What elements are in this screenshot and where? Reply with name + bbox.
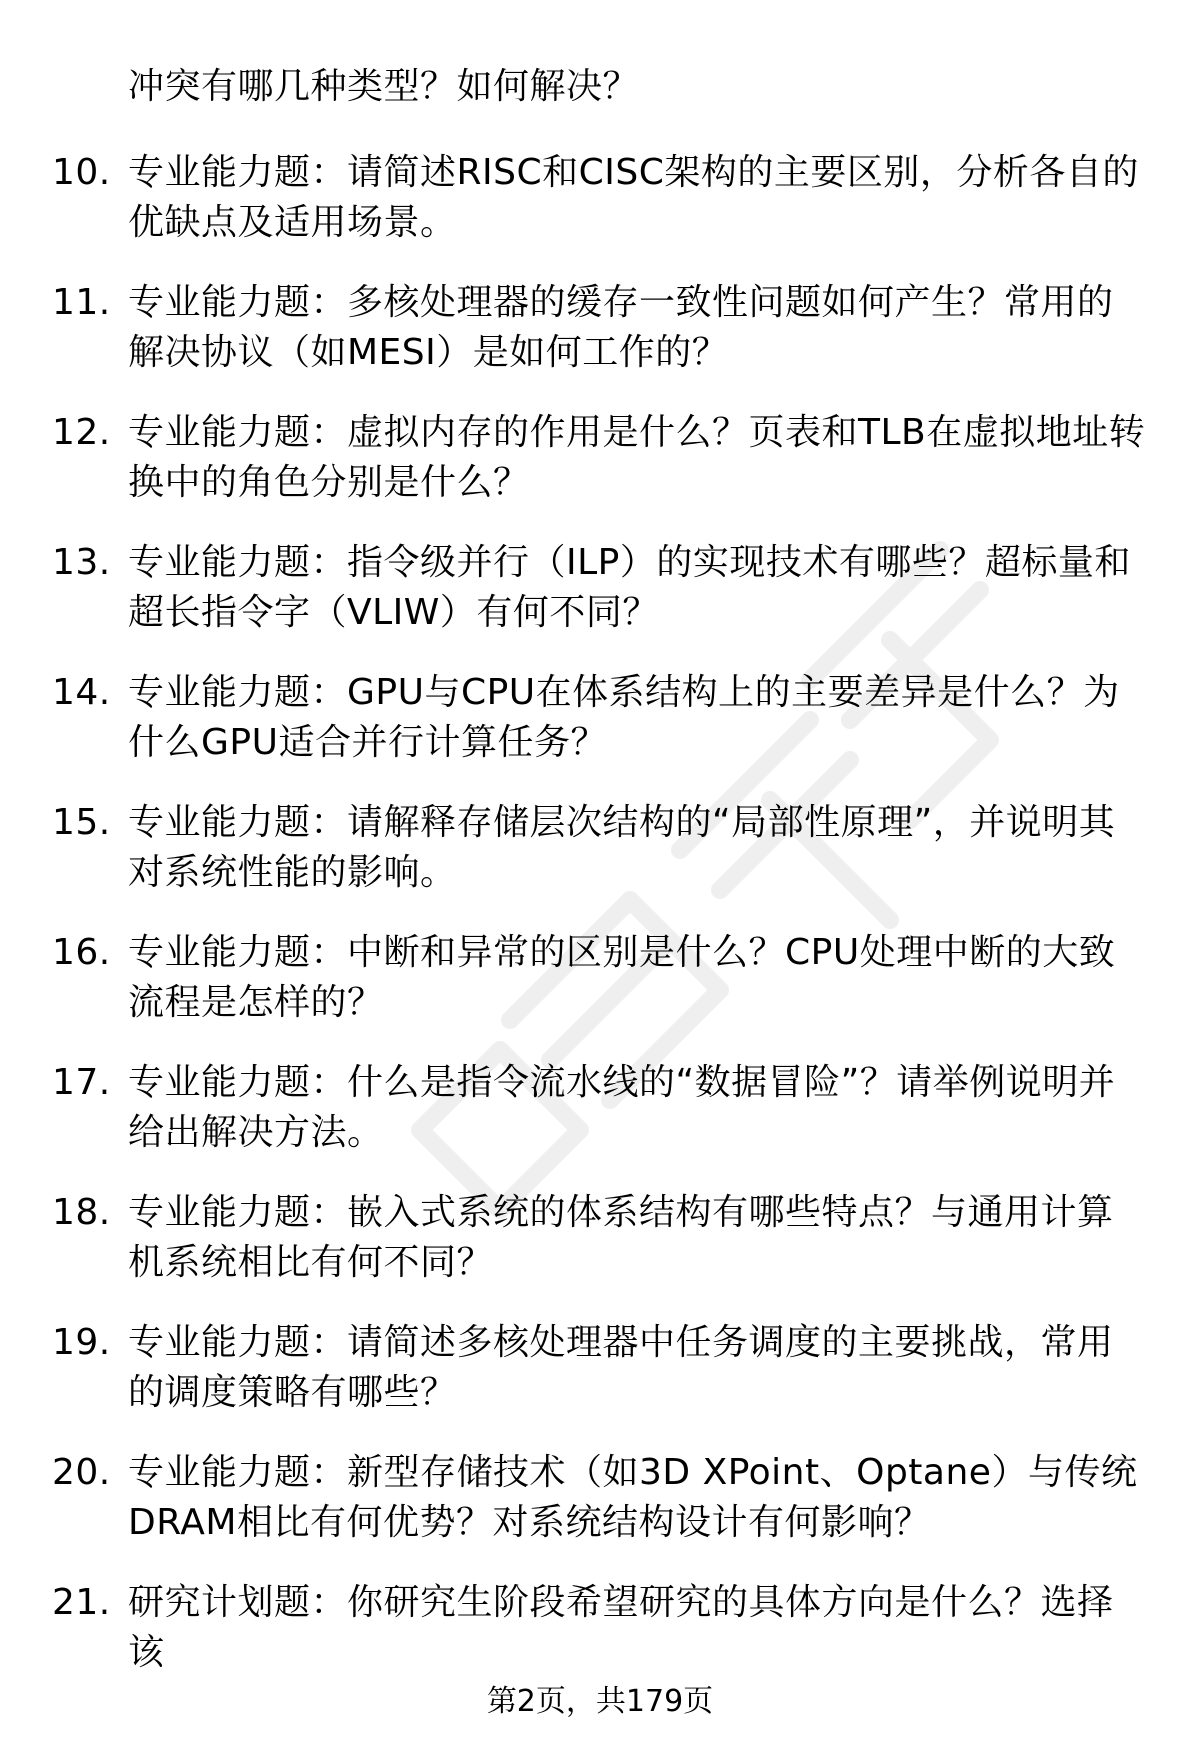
item-text: 专业能力题：指令级并行（ILP）的实现技术有哪些？超标量和超长指令字（VLIW）有何不同？ [128,542,1131,633]
question-list [52,148,1148,1708]
item-number: 17. [52,1062,111,1103]
item-number: 13. [52,542,111,583]
item-text: 专业能力题：请简述RISC和CISC架构的主要区别，分析各自的优缺点及适用场景。 [128,152,1139,243]
item-text: 专业能力题：新型存储技术（如3D XPoint、Optane）与传统DRAM相比有何优势？对系统结构设计有何影响？ [128,1452,1138,1543]
list-item [52,148,1148,248]
continued-text: 冲突有哪几种类型？如何解决？ [128,66,640,107]
item-number: 18. [52,1192,111,1233]
item-text: 专业能力题：虚拟内存的作用是什么？页表和TLB在虚拟地址转换中的角色分别是什么？ [128,412,1146,503]
list-item [52,928,1148,1028]
item-number: 12. [52,412,111,453]
item-number: 21. [52,1582,111,1623]
list-item [52,668,1148,768]
list-item [52,538,1148,638]
page-footer: 第2页，共179页 [486,1684,714,1719]
item-number: 10. [52,152,111,193]
item-number: 14. [52,672,111,713]
item-text: 专业能力题：中断和异常的区别是什么？CPU处理中断的大致流程是怎样的？ [128,932,1116,1023]
list-item [52,1448,1148,1548]
item-number: 20. [52,1452,111,1493]
item-number: 11. [52,282,111,323]
list-item [52,1318,1148,1418]
list-item [52,1188,1148,1288]
item-number: 16. [52,932,111,973]
item-text: 研究计划题：你研究生阶段希望研究的具体方向是什么？选择该 [128,1582,1114,1673]
item-text: 专业能力题：嵌入式系统的体系结构有哪些特点？与通用计算机系统相比有何不同？ [128,1192,1114,1283]
item-text: 专业能力题：请简述多核处理器中任务调度的主要挑战，常用的调度策略有哪些？ [128,1322,1114,1413]
item-number: 19. [52,1322,111,1363]
list-item [52,278,1148,378]
item-number: 15. [52,802,111,843]
item-text: 专业能力题：什么是指令流水线的“数据冒险”？请举例说明并给出解决方法。 [128,1062,1116,1153]
item-text: 专业能力题：多核处理器的缓存一致性问题如何产生？常用的解决协议（如MESI）是如何工作的？ [128,282,1114,373]
list-item [52,408,1148,508]
list-item [52,1058,1148,1158]
list-item [52,1578,1148,1678]
list-item [52,798,1148,898]
item-text: 专业能力题：GPU与CPU在体系结构上的主要差异是什么？为什么GPU适合并行计算任务？ [128,672,1120,763]
item-text: 专业能力题：请解释存储层次结构的“局部性原理”，并说明其对系统性能的影响。 [128,802,1116,893]
